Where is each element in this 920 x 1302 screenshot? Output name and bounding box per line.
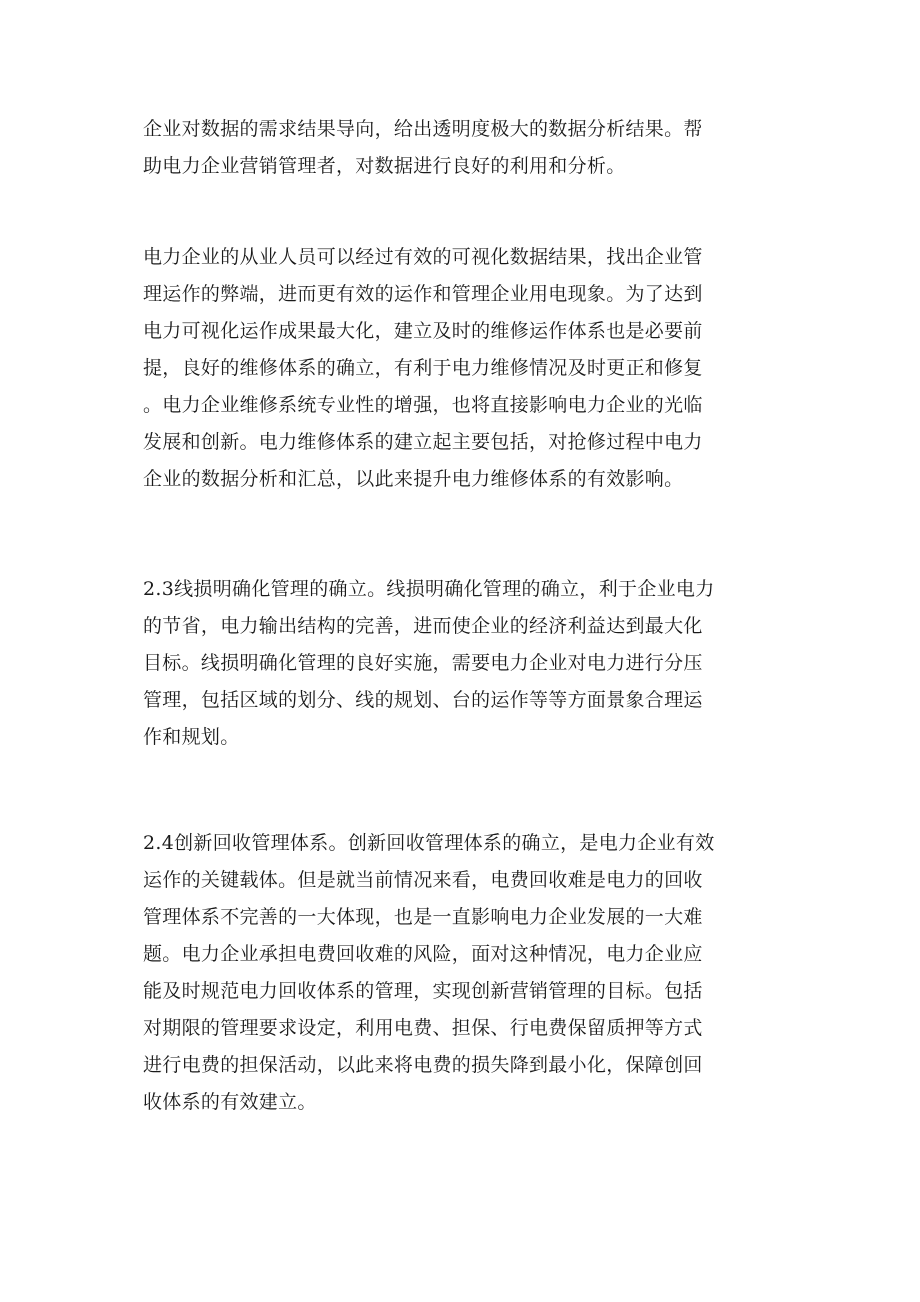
text-line: 管理，包括区域的划分、线的规划、台的运作等等方面景象合理运 bbox=[143, 689, 703, 711]
text-line: 电力可视化运作成果最大化，建立及时的维修运作体系也是必要前 bbox=[143, 320, 703, 342]
paragraph-section-2-4 bbox=[143, 825, 793, 1121]
text-line: 2.3线损明确化管理的确立。线损明确化管理的确立，利于企业电力 bbox=[143, 578, 715, 600]
text-line: 作和规划。 bbox=[143, 726, 240, 748]
text-line: 。电力企业维修系统专业性的增强，也将直接影响电力企业的光临 bbox=[143, 394, 703, 416]
text-line: 助电力企业营销管理者，对数据进行良好的利用和分析。 bbox=[143, 155, 626, 177]
text-line: 企业对数据的需求结果导向，给出透明度极大的数据分析结果。帮 bbox=[143, 118, 703, 140]
text-line: 发展和创新。电力维修体系的建立起主要包括，对抢修过程中电力 bbox=[143, 431, 703, 453]
text-line: 电力企业的从业人员可以经过有效的可视化数据结果，找出企业管 bbox=[143, 246, 703, 268]
paragraph-1 bbox=[143, 111, 793, 185]
text-line: 目标。线损明确化管理的良好实施，需要电力企业对电力进行分压 bbox=[143, 652, 703, 674]
text-line: 收体系的有效建立。 bbox=[143, 1091, 317, 1113]
text-line: 能及时规范电力回收体系的管理，实现创新营销管理的目标。包括 bbox=[143, 980, 703, 1002]
text-line: 进行电费的担保活动，以此来将电费的损失降到最小化，保障创回 bbox=[143, 1054, 703, 1076]
text-line: 题。电力企业承担电费回收难的风险，面对这种情况，电力企业应 bbox=[143, 943, 703, 965]
text-line: 企业的数据分析和汇总，以此来提升电力维修体系的有效影响。 bbox=[143, 468, 684, 490]
text-line: 2.4创新回收管理体系。创新回收管理体系的确立，是电力企业有效 bbox=[143, 832, 715, 854]
text-line: 提，良好的维修体系的确立，有利于电力维修情况及时更正和修复 bbox=[143, 357, 703, 379]
text-line: 对期限的管理要求设定，利用电费、担保、行电费保留质押等方式 bbox=[143, 1017, 703, 1039]
paragraph-section-2-3 bbox=[143, 571, 793, 756]
text-line: 运作的关键载体。但是就当前情况来看，电费回收难是电力的回收 bbox=[143, 869, 703, 891]
paragraph-2 bbox=[143, 239, 793, 498]
text-line: 管理体系不完善的一大体现，也是一直影响电力企业发展的一大难 bbox=[143, 906, 703, 928]
text-line: 的节省，电力输出结构的完善，进而使企业的经济利益达到最大化 bbox=[143, 615, 703, 637]
text-line: 理运作的弊端，进而更有效的运作和管理企业用电现象。为了达到 bbox=[143, 283, 703, 305]
